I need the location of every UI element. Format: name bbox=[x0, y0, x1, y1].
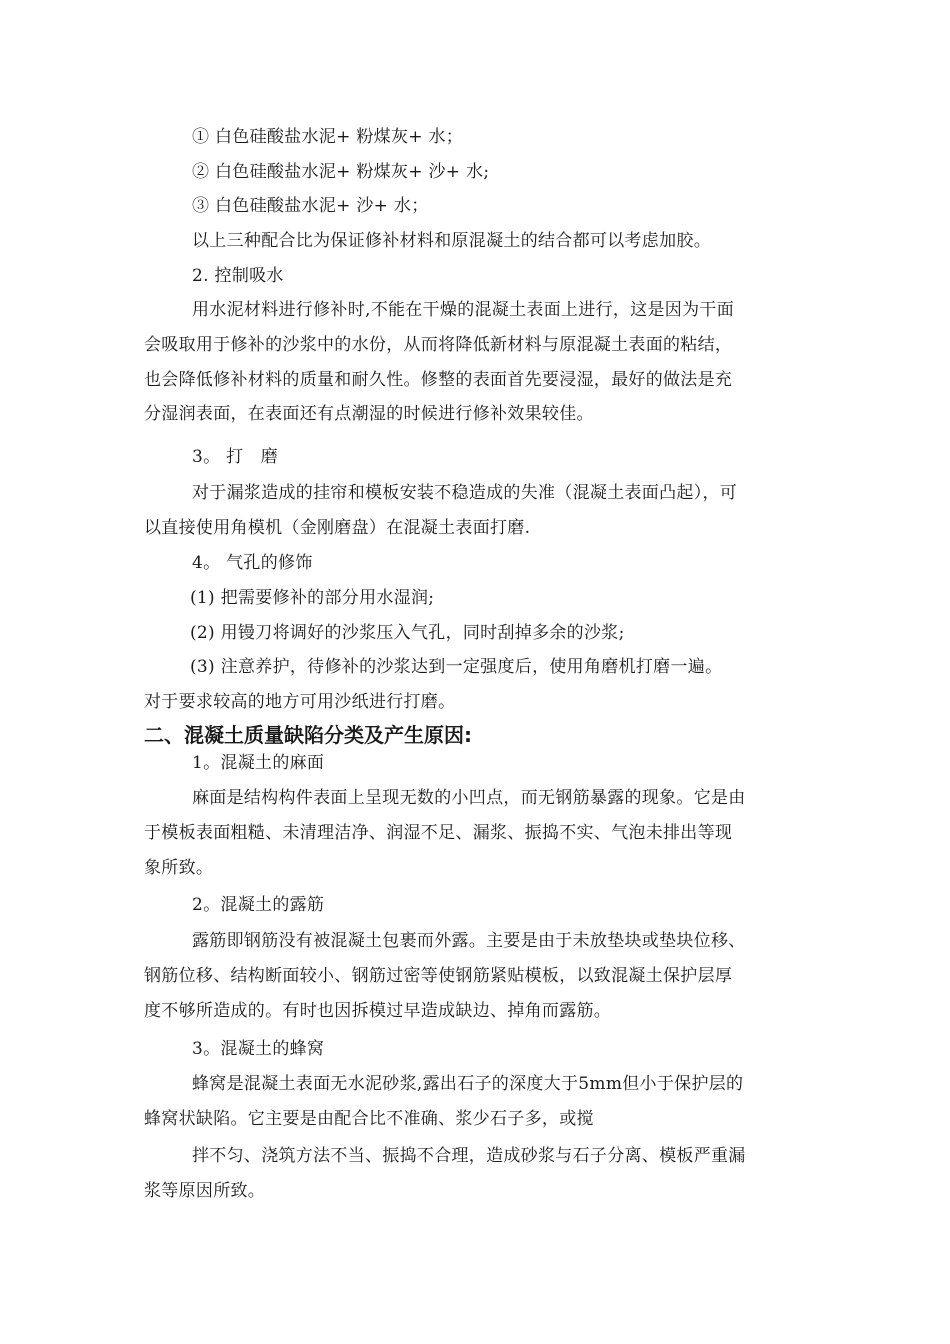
step-1: (1) 把需要修补的部分用水湿润; bbox=[190, 588, 435, 608]
paragraph-line: 麻面是结构构件表面上呈现无数的小凹点，而无钢筋暴露的现象。它是由 bbox=[192, 788, 746, 808]
paragraph-line: 露筋即钢筋没有被混凝土包裹而外露。主要是由于未放垫块或垫块位移、 bbox=[192, 931, 746, 951]
section-title: 二、混凝土质量缺陷分类及产生原因: bbox=[144, 723, 472, 747]
paragraph-line: 蜂窝是混凝土表面无水泥砂浆,露出石子的深度大于5mm但小于保护层的 bbox=[192, 1074, 744, 1094]
paragraph-line: 会吸取用于修补的沙浆中的水份，从而将降低新材料与原混凝土表面的粘结， bbox=[144, 335, 733, 355]
paragraph-line: 以直接使用角模机（金刚磨盘）在混凝土表面打磨. bbox=[144, 518, 531, 538]
mix-ratio-3: ③ 白色硅酸盐水泥+ 沙+ 水； bbox=[192, 196, 429, 216]
step-3: (3) 注意养护，待修补的沙浆达到一定强度后，使用角磨机打磨一遍。 bbox=[190, 657, 723, 677]
step-3-continued: 对于要求较高的地方可用沙纸进行打磨。 bbox=[144, 692, 456, 712]
subheading-honeycomb-surface: 1。混凝土的麻面 bbox=[192, 753, 325, 773]
mix-ratio-2: ② 白色硅酸盐水泥+ 粉煤灰+ 沙+ 水; bbox=[192, 162, 490, 182]
mix-ratio-note: 以上三种配合比为保证修补材料和原混凝土的结合都可以考虑加胶。 bbox=[192, 231, 711, 251]
subheading-control-absorption: 2. 控制吸水 bbox=[192, 266, 284, 286]
step-2: (2) 用镘刀将调好的沙浆压入气孔，同时刮掉多余的沙浆; bbox=[190, 623, 625, 643]
subheading-honeycomb: 3。混凝土的蜂窝 bbox=[192, 1039, 325, 1059]
paragraph-line: 象所致。 bbox=[144, 858, 214, 878]
paragraph-line: 用水泥材料进行修补时,不能在干燥的混凝土表面上进行，这是因为干面 bbox=[192, 300, 735, 320]
subheading-exposed-rebar: 2。混凝土的露筋 bbox=[192, 895, 325, 915]
mix-ratio-1: ① 白色硅酸盐水泥+ 粉煤灰+ 水； bbox=[192, 127, 464, 147]
paragraph-line: 拌不匀、浇筑方法不当、振捣不合理，造成砂浆与石子分离、模板严重漏 bbox=[192, 1146, 746, 1166]
paragraph-line: 分湿润表面，在表面还有点潮湿的时候进行修补效果较佳。 bbox=[144, 404, 594, 424]
paragraph-line: 浆等原因所致。 bbox=[144, 1181, 266, 1201]
subheading-grinding: 3。 打 磨 bbox=[192, 447, 279, 467]
paragraph-line: 于模板表面粗糙、未清理洁净、润湿不足、漏浆、振捣不实、气泡未排出等现 bbox=[144, 823, 733, 843]
subheading-pore-repair: 4。 气孔的修饰 bbox=[192, 553, 313, 573]
paragraph-line: 度不够所造成的。有时也因拆模过早造成缺边、掉角而露筋。 bbox=[144, 1001, 612, 1021]
paragraph-line: 蜂窝状缺陷。它主要是由配合比不准确、浆少石子多，或搅 bbox=[144, 1109, 594, 1129]
paragraph-line: 钢筋位移、结构断面较小、钢筋过密等使钢筋紧贴模板，以致混凝土保护层厚 bbox=[144, 966, 733, 986]
paragraph-line: 对于漏浆造成的挂帘和模板安装不稳造成的失准（混凝土表面凸起），可 bbox=[192, 483, 738, 503]
paragraph-line: 也会降低修补材料的质量和耐久性。修整的表面首先要浸湿，最好的做法是充 bbox=[144, 370, 733, 390]
